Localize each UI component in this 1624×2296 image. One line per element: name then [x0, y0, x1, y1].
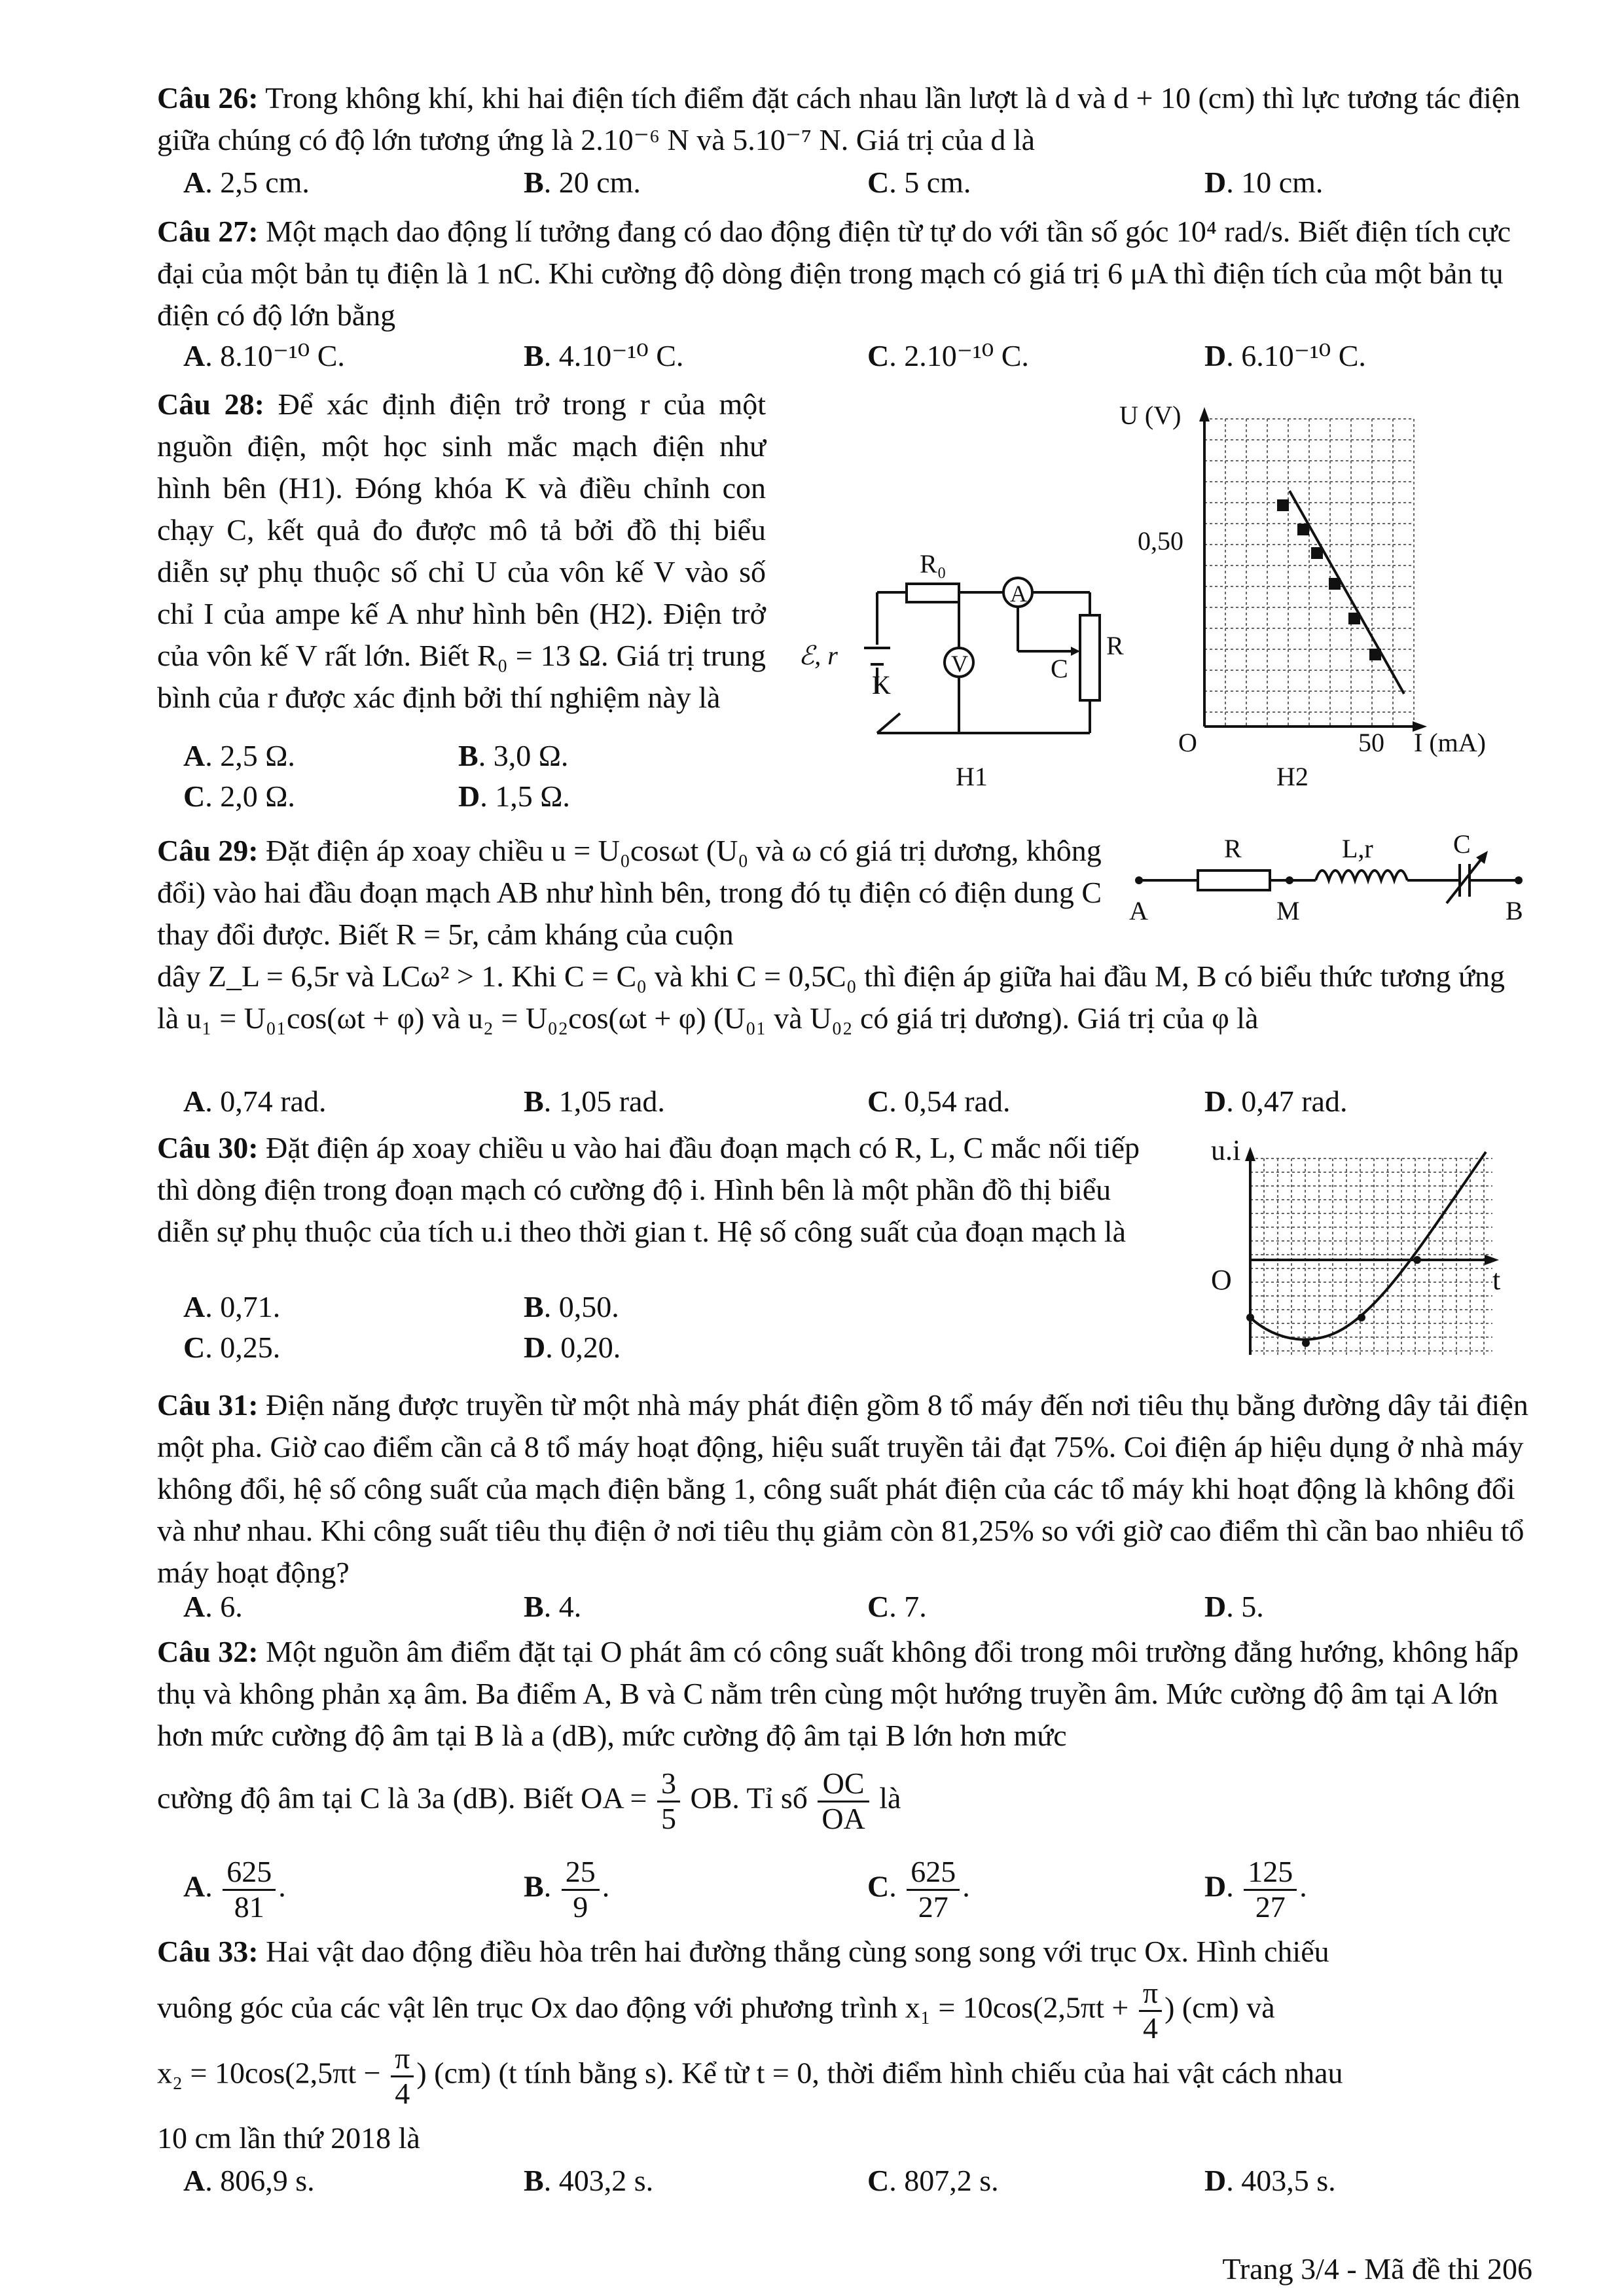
ammeter-label: A: [1010, 581, 1027, 607]
question-number: Câu 27:: [157, 215, 259, 248]
question-text: Để xác định điện trở trong r của một nguồn điện, một học sinh mắc mạch điện như hình bên (H1). Đóng khóa K và điều chỉnh con chạy C, kết quả đo được mô tả bởi đồ thị biểu diễn sự phụ thuộc số chỉ U của vôn kế V vào số chỉ I của ampe kế A như hình bên (H2). Điện trở của vôn kế V rất lớn. Biết R₀ = 13 Ω. Giá trị trung bình của r được xác định bởi thí nghiệm này là: [157, 387, 767, 714]
question-28: [157, 384, 766, 719]
h2-caption: H2: [1276, 762, 1308, 791]
question-32-cont: cường độ âm tại C là 3a (dB). Biết OA = $\frac{3}{5}$ OB. Tỉ số $\frac{OC}{OA}$ là: [157, 1767, 901, 1835]
option-b[interactable]: B. 3,0 Ω.: [458, 739, 569, 772]
option-c[interactable]: C. 807,2 s.: [867, 2164, 999, 2197]
question-33-line4: 10 cm lần thứ 2018 là: [157, 2121, 420, 2155]
options-26: [183, 165, 1532, 204]
fraction: $\frac{\pi}{4}$: [391, 2042, 414, 2110]
slider-label: C: [1051, 654, 1068, 683]
x-tick-label: 50: [1358, 728, 1384, 757]
data-point: [1311, 547, 1323, 559]
graph-h2-figure: [1113, 393, 1538, 798]
question-number: Câu 33:: [157, 1935, 259, 1968]
option-b[interactable]: B. 1,05 rad.: [524, 1085, 665, 1118]
options-32: [183, 1842, 1532, 1924]
h1-caption: H1: [956, 762, 988, 791]
question-33: [157, 1931, 1532, 1973]
option-c[interactable]: C. 0,54 rad.: [867, 1085, 1011, 1118]
option-b[interactable]: B. 0,50.: [524, 1290, 619, 1323]
question-text: Trong không khí, khi hai điện tích điểm đặt cách nhau lần lượt là d và d + 10 (cm) thì lực tương tác điện giữa chúng có độ lớn tương ứng là 2.10⁻⁶ N và 5.10⁻⁷ N. Giá trị của d là: [157, 81, 1521, 156]
option-d[interactable]: D. 6.10⁻¹⁰ C.: [1204, 339, 1366, 372]
source-label: ℰ, r: [799, 641, 838, 670]
question-29-cont: [157, 956, 1532, 1039]
question-number: Câu 28:: [157, 387, 264, 421]
options-28-row2: [183, 779, 772, 818]
option-c[interactable]: C. 2,0 Ω.: [183, 780, 295, 813]
ui-graph-figure: [1211, 1132, 1525, 1374]
data-point: [1348, 613, 1360, 624]
option-a[interactable]: A. 806,9 s.: [183, 2164, 315, 2197]
options-33: [183, 2163, 1532, 2202]
switch-label: K: [872, 670, 891, 700]
origin-label: O: [1178, 728, 1197, 757]
option-c[interactable]: C. 5 cm.: [867, 166, 971, 199]
option-a[interactable]: A. $\frac{625}{81}$ .: [183, 1855, 286, 1924]
option-d[interactable]: D. $\frac{125}{27}$ .: [1204, 1855, 1307, 1924]
y-axis-label: U (V): [1119, 401, 1182, 430]
option-b[interactable]: B. 4.10⁻¹⁰ C.: [524, 339, 684, 372]
option-c[interactable]: C. 0,25.: [183, 1331, 281, 1364]
data-point: [1297, 524, 1309, 535]
c-label: C: [1453, 829, 1471, 859]
options-31: [183, 1589, 1532, 1628]
m-label: M: [1276, 896, 1300, 925]
r-label: R: [1224, 834, 1242, 863]
circuit-ab-figure: [1126, 828, 1532, 933]
option-d[interactable]: D. 0,47 rad.: [1204, 1085, 1348, 1118]
option-d[interactable]: D. 10 cm.: [1204, 166, 1324, 199]
question-text: Hai vật dao động điều hòa trên hai đường thẳng cùng song song với trục Ox. Hình chiếu: [258, 1935, 1329, 1968]
question-31: [157, 1384, 1532, 1594]
data-point: [1369, 649, 1381, 660]
a-label: A: [1129, 896, 1148, 925]
page-footer: Trang 3/4 - Mã đề thi 206: [1222, 2252, 1532, 2286]
question-26: [157, 77, 1532, 161]
option-c[interactable]: C. 7.: [867, 1590, 927, 1623]
options-30-row1: [183, 1289, 1100, 1329]
option-b[interactable]: B. $\frac{25}{9}$ .: [524, 1855, 610, 1924]
y-tick-label: 0,50: [1138, 526, 1183, 556]
option-a[interactable]: A. 0,74 rad.: [183, 1085, 327, 1118]
option-a[interactable]: A. 2,5 cm.: [183, 166, 310, 199]
options-30-row2: [183, 1330, 1100, 1369]
option-a[interactable]: A. 6.: [183, 1590, 243, 1623]
option-d[interactable]: D. 1,5 Ω.: [458, 780, 570, 813]
option-b[interactable]: B. 20 cm.: [524, 166, 641, 199]
option-c[interactable]: C. 2.10⁻¹⁰ C.: [867, 339, 1029, 372]
question-27: [157, 211, 1532, 336]
resistor-label: R: [1106, 631, 1124, 660]
y-axis-label: u.i: [1211, 1134, 1241, 1166]
data-point: [1329, 578, 1341, 590]
b-label: B: [1506, 896, 1523, 925]
question-33-line2: vuông góc của các vật lên trục Ox dao động với phương trình x₁ = 10cos(2,5πt + $\frac{\pi}{4}$ ) (cm) và: [157, 1976, 1275, 2045]
question-33-line3: x₂ = 10cos(2,5πt − $\frac{\pi}{4}$ ) (cm) (t tính bằng s). Kể từ t = 0, thời điểm hình chiếu của hai vật cách nhau: [157, 2041, 1343, 2110]
options-27: [183, 338, 1532, 377]
option-a[interactable]: A. 2,5 Ω.: [183, 739, 295, 772]
option-b[interactable]: B. 403,2 s.: [524, 2164, 654, 2197]
options-29: [183, 1084, 1532, 1123]
option-a[interactable]: A. 0,71.: [183, 1290, 281, 1323]
question-29: [157, 830, 1106, 956]
fraction: $\frac{OC}{OA}$: [818, 1767, 869, 1835]
question-number: Câu 32:: [157, 1635, 259, 1668]
lr-label: L,r: [1342, 834, 1373, 863]
r0-label: R₀: [920, 549, 947, 579]
options-28-row1: [183, 738, 772, 778]
x-axis-label: I (mA): [1414, 728, 1486, 757]
fraction: $\frac{3}{5}$: [657, 1767, 680, 1835]
question-number: Câu 31:: [157, 1388, 259, 1422]
option-d[interactable]: D. 5.: [1204, 1590, 1264, 1623]
data-point: [1277, 499, 1289, 511]
question-text: dây Z_L = 6,5r và LCω² > 1. Khi C = C₀ và khi C = 0,5C₀ thì điện áp giữa hai đầu M, B có biểu thức tương ứng là u₁ = U₀₁cos(ωt + φ) và u₂ = U₀₂cos(ωt + φ) (U₀₁ và U₀₂ có giá trị dương). Giá trị của φ là: [157, 960, 1505, 1035]
option-a[interactable]: A. 8.10⁻¹⁰ C.: [183, 339, 345, 372]
circuit-h1-figure: [785, 537, 1126, 798]
option-d[interactable]: D. 403,5 s.: [1204, 2164, 1336, 2197]
option-c[interactable]: C. $\frac{625}{27}$ .: [867, 1855, 970, 1924]
voltmeter-label: V: [951, 651, 968, 677]
option-d[interactable]: D. 0,20.: [524, 1331, 621, 1364]
question-text: Một mạch dao động lí tưởng đang có dao động điện từ tự do với tần số góc 10⁴ rad/s. Biết điện tích cực đại của một bản tụ điện là 1 nC. Khi cường độ dòng điện trong mạch có giá trị 6 μA thì điện tích của một bản tụ điện có độ lớn bằng: [157, 215, 1511, 332]
question-text: Đặt điện áp xoay chiều u vào hai đầu đoạn mạch có R, L, C mắc nối tiếp thì dòng điện trong đoạn mạch có cường độ i. Hình bên là một phần đồ thị biểu diễn sự phụ thuộc của tích u.i theo thời gian t. Hệ số công suất của đoạn mạch là: [157, 1131, 1140, 1248]
question-text: Một nguồn âm điểm đặt tại O phát âm có công suất không đổi trong môi trường đẳng hướng, không hấp thụ và không phản xạ âm. Ba điểm A, B và C nằm trên cùng một hướng truyền âm. Mức cường độ âm tại A lớn hơn mức cường độ âm tại B là a (dB), mức cường độ âm tại B lớn hơn mức: [157, 1635, 1519, 1752]
question-number: Câu 30:: [157, 1131, 259, 1164]
question-number: Câu 26:: [157, 81, 259, 115]
option-b[interactable]: B. 4.: [524, 1590, 582, 1623]
question-30: [157, 1127, 1165, 1253]
question-number: Câu 29:: [157, 834, 259, 867]
origin-label: O: [1211, 1264, 1232, 1296]
question-text: Điện năng được truyền từ một nhà máy phát điện gồm 8 tổ máy đến nơi tiêu thụ bằng đường dây tải điện một pha. Giờ cao điểm cần cả 8 tổ máy hoạt động, hiệu suất truyền tải đạt 75%. Coi điện áp hiệu dụng ở nhà máy không đổi, hệ số công suất của mạch điện bằng 1, công suất phát điện của các tổ máy khi hoạt động là không đổi và như nhau. Khi công suất tiêu thụ điện ở nơi tiêu thụ giảm còn 81,25% so với giờ cao điểm thì cần bao nhiêu tổ máy hoạt động?: [157, 1388, 1528, 1589]
x-axis-label: t: [1492, 1264, 1501, 1296]
question-text: Đặt điện áp xoay chiều u = U₀cosωt (U₀ và ω có giá trị dương, không đổi) vào hai đầu đoạn mạch AB như hình bên, trong đó tụ điện có điện dung C thay đổi được. Biết R = 5r, cảm kháng của cuộn: [157, 834, 1102, 951]
question-32: [157, 1631, 1532, 1757]
fraction: $\frac{\pi}{4}$: [1139, 1977, 1162, 2045]
